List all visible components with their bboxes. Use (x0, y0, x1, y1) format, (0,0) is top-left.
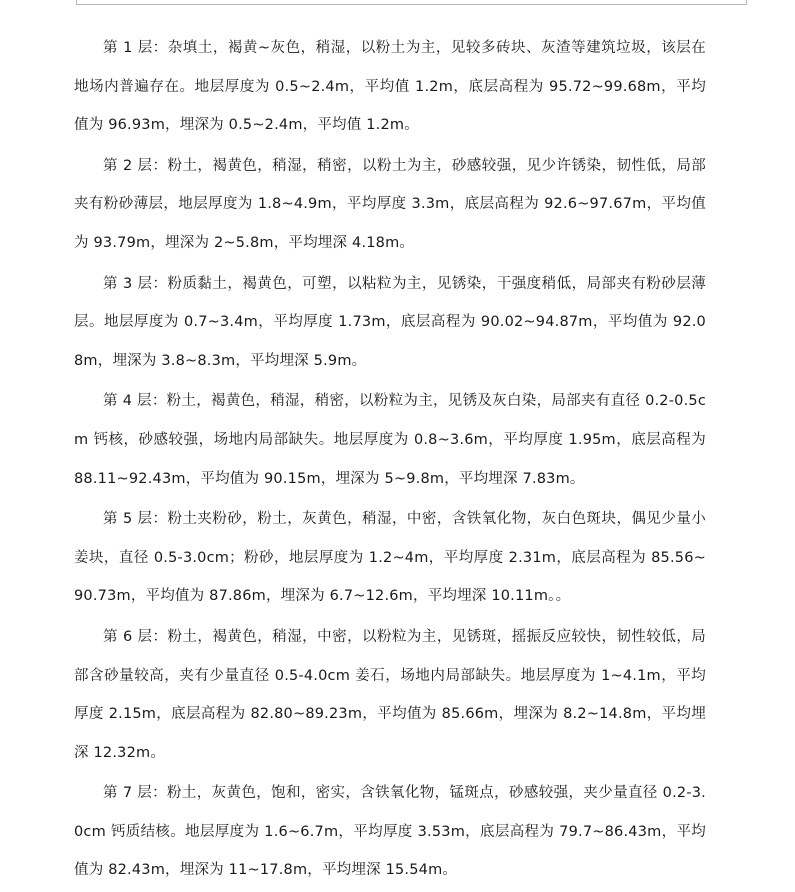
paragraph-layer-2: 第 2 层：粉土，褐黄色，稍湿，稍密，以粉土为主，砂感较强，见少许锈染，韧性低，局部夹有粉砂薄层，地层厚度为 1.8~4.9m，平均厚度 3.3m，底层高程为 92.6~97.67m，平均值为 93.79m，埋深为 2~5.8m，平均埋深 4.18m。 (74, 157, 706, 251)
document-body (74, 29, 706, 892)
paragraph-layer-5: 第 5 层：粉土夹粉砂，粉土，灰黄色，稍湿，中密，含铁氧化物，灰白色斑块，偶见少量小姜块，直径 0.5-3.0cm；粉砂，地层厚度为 1.2~4m，平均厚度 2.31m，底层高程为 85.56~90.73m，平均值为 87.86m，埋深为 6.7~12.6m，平均埋深 10.11m。。 (74, 511, 706, 605)
page-top-border (76, 0, 747, 5)
paragraph-layer-3: 第 3 层：粉质黏土，褐黄色，可塑，以粘粒为主，见锈染，干强度稍低，局部夹有粉砂层薄层。地层厚度为 0.7~3.4m，平均厚度 1.73m，底层高程为 90.02~94.87m，平均值为 92.08m，埋深为 3.8~8.3m，平均埋深 5.9m。 (74, 275, 706, 369)
paragraph-layer-1: 第 1 层：杂填土，褐黄~灰色，稍湿，以粉土为主，见较多砖块、灰渣等建筑垃圾，该层在地场内普遍存在。地层厚度为 0.5~2.4m，平均值 1.2m，底层高程为 95.72~99.68m，平均值为 96.93m，埋深为 0.5~2.4m，平均值 1.2m。 (74, 40, 706, 134)
paragraph-layer-6: 第 6 层：粉土，褐黄色，稍湿，中密，以粉粒为主，见锈斑，摇振反应较快，韧性较低，局部含砂量较高，夹有少量直径 0.5-4.0cm 姜石，场地内局部缺失。地层厚度为 1~4.1m，平均厚度 2.15m，底层高程为 82.80~89.23m，平均值为 85.66m，埋深为 8.2~14.8m，平均埋深 12.32m。 (74, 628, 706, 761)
paragraph-layer-7: 第 7 层：粉土，灰黄色，饱和，密实，含铁氧化物，锰斑点，砂感较强，夹少量直径 0.2-3.0cm 钙质结核。地层厚度为 1.6~6.7m，平均厚度 3.53m，底层高程为 79.7~86.43m，平均值为 82.43m，埋深为 11~17.8m，平均埋深 15.54m。 (74, 785, 706, 879)
paragraph-layer-4: 第 4 层：粉土，褐黄色，稍湿，稍密，以粉粒为主，见锈及灰白染，局部夹有直径 0.2-0.5cm 钙核，砂感较强，场地内局部缺失。地层厚度为 0.8~3.6m，平均厚度 1.95m，底层高程为 88.11~92.43m，平均值为 90.15m，埋深为 5~9.8m，平均埋深 7.83m。 (74, 393, 706, 487)
